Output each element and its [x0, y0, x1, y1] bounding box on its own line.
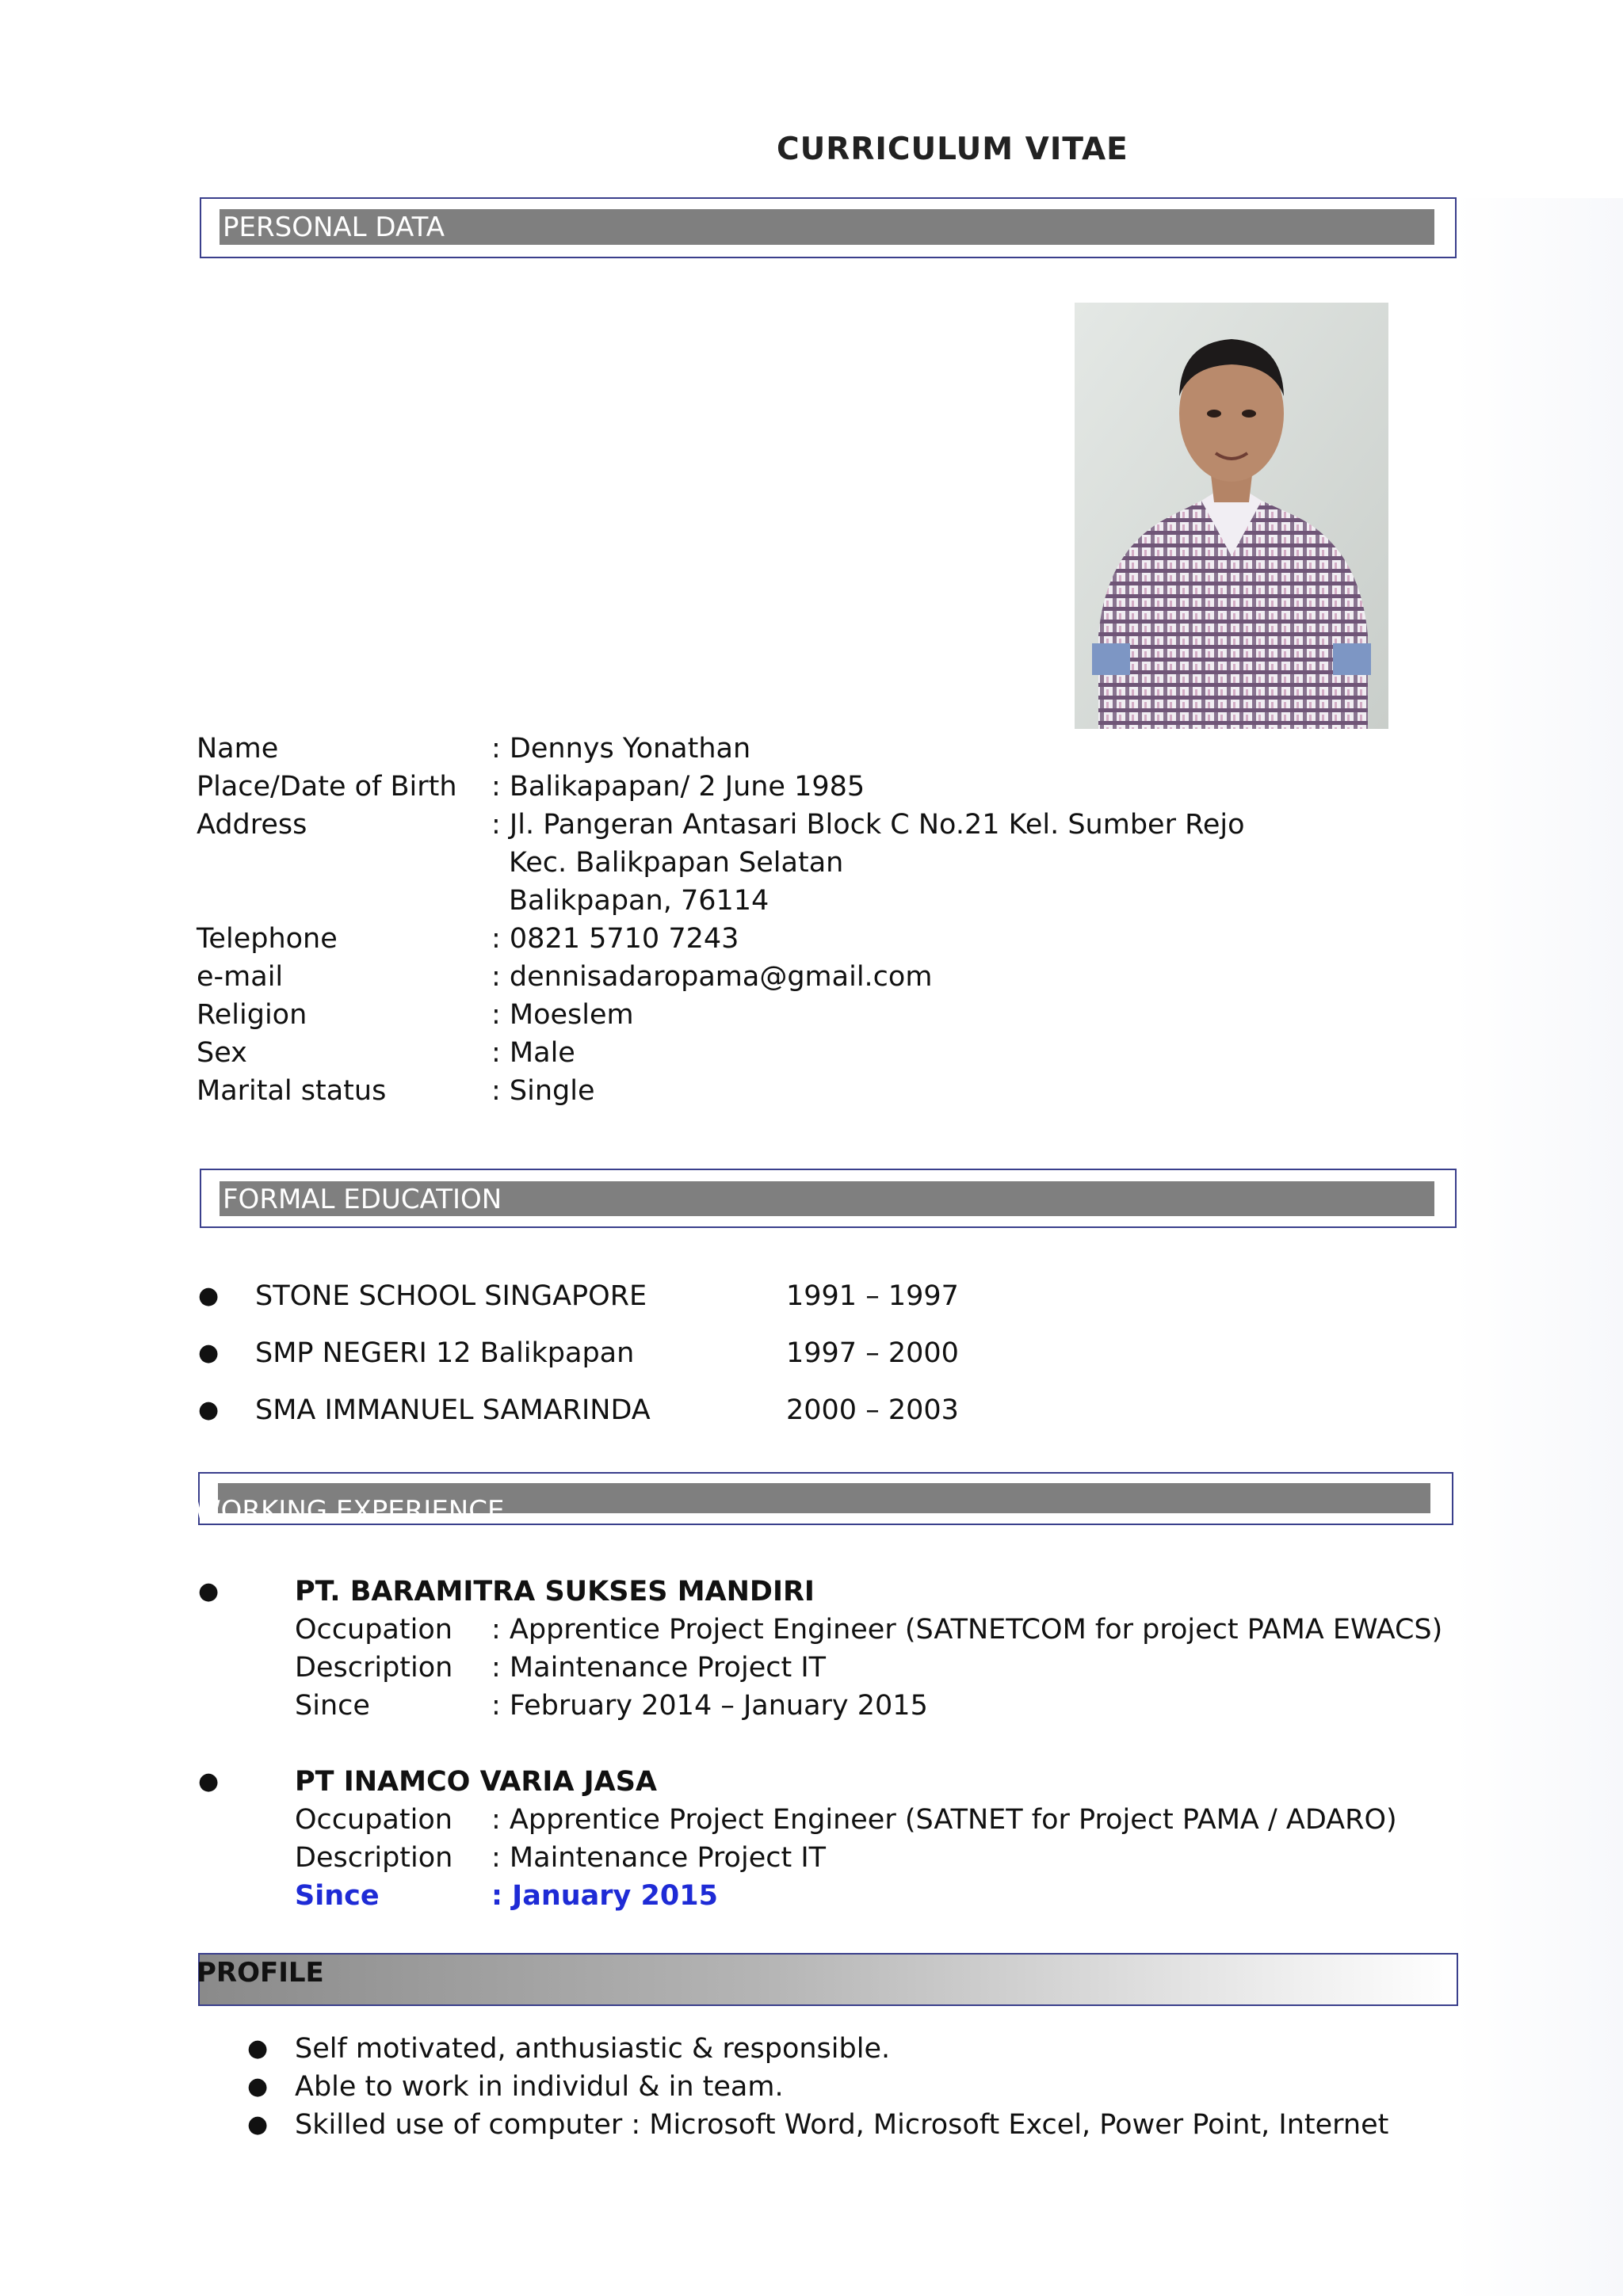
bullet-icon: ●	[198, 1282, 220, 1310]
bullet-icon: ●	[198, 1339, 220, 1367]
address-line-1: : Jl. Pangeran Antasari Block C No.21 Kel. Sumber Rejo	[491, 809, 1245, 841]
description-value: : Maintenance Project IT	[491, 1842, 827, 1874]
experience-company: PT INAMCO VARIA JASA	[295, 1766, 658, 1798]
email-value: : dennisadaropama@gmail.com	[491, 961, 933, 993]
description-value: : Maintenance Project IT	[491, 1652, 827, 1684]
occupation-value: : Apprentice Project Engineer (SATNETCOM for project PAMA EWACS)	[491, 1614, 1443, 1646]
personal-data-heading: PERSONAL DATA	[223, 212, 445, 243]
profile-item-text: Skilled use of computer : Microsoft Word, Microsoft Excel, Power Point, Internet	[295, 2109, 1389, 2141]
description-label: Description	[295, 1652, 453, 1684]
sex-value: : Male	[491, 1037, 575, 1069]
description-label: Description	[295, 1842, 453, 1874]
marital-value: : Single	[491, 1075, 595, 1107]
since-value: : February 2014 – January 2015	[491, 1690, 928, 1722]
sex-label: Sex	[197, 1037, 247, 1069]
education-heading: FORMAL EDUCATION	[223, 1184, 502, 1215]
since-value: : January 2015	[491, 1880, 718, 1912]
education-years: 2000 – 2003	[786, 1394, 959, 1426]
since-label: Since	[295, 1880, 380, 1912]
education-years: 1991 – 1997	[786, 1280, 959, 1312]
email-label: e-mail	[197, 961, 284, 993]
page-shadow	[1455, 198, 1623, 2296]
birth-value: : Balikapapan/ 2 June 1985	[491, 771, 865, 803]
page-title: CURRICULUM VITAE	[777, 132, 1128, 167]
bullet-icon: ●	[198, 1768, 220, 1795]
address-line-2: Kec. Balikpapan Selatan	[509, 847, 844, 879]
profile-item-text: Self motivated, anthusiastic & responsible.	[295, 2033, 891, 2065]
profile-photo	[1075, 303, 1388, 729]
experience-heading-clip	[193, 1497, 525, 1524]
occupation-label: Occupation	[295, 1614, 453, 1646]
bullet-icon: ●	[247, 2035, 269, 2062]
education-school: STONE SCHOOL SINGAPORE	[255, 1280, 647, 1312]
birth-label: Place/Date of Birth	[197, 771, 457, 803]
name-label: Name	[197, 733, 279, 765]
religion-label: Religion	[197, 999, 307, 1031]
bullet-icon: ●	[198, 1396, 220, 1424]
bullet-icon: ●	[247, 2073, 269, 2100]
profile-header-bar	[198, 1953, 1458, 2006]
marital-label: Marital status	[197, 1075, 387, 1107]
bullet-icon: ●	[247, 2111, 269, 2138]
profile-item-text: Able to work in individul & in team.	[295, 2071, 784, 2103]
name-value: : Dennys Yonathan	[491, 733, 751, 765]
profile-heading: PROFILE	[197, 1957, 324, 1989]
occupation-label: Occupation	[295, 1804, 453, 1836]
since-label: Since	[295, 1690, 370, 1722]
phone-value: : 0821 5710 7243	[491, 923, 739, 955]
education-school: SMA IMMANUEL SAMARINDA	[255, 1394, 651, 1426]
address-label: Address	[197, 809, 307, 841]
phone-label: Telephone	[197, 923, 338, 955]
address-line-3: Balikpapan, 76114	[509, 885, 769, 917]
education-school: SMP NEGERI 12 Balikpapan	[255, 1337, 635, 1369]
bullet-icon: ●	[198, 1577, 220, 1605]
religion-value: : Moeslem	[491, 999, 634, 1031]
experience-company: PT. BARAMITRA SUKSES MANDIRI	[295, 1576, 815, 1608]
experience-heading: WORKING EXPERIENCE	[194, 1497, 505, 1524]
occupation-value: : Apprentice Project Engineer (SATNET for Project PAMA / ADARO)	[491, 1804, 1397, 1836]
education-years: 1997 – 2000	[786, 1337, 959, 1369]
